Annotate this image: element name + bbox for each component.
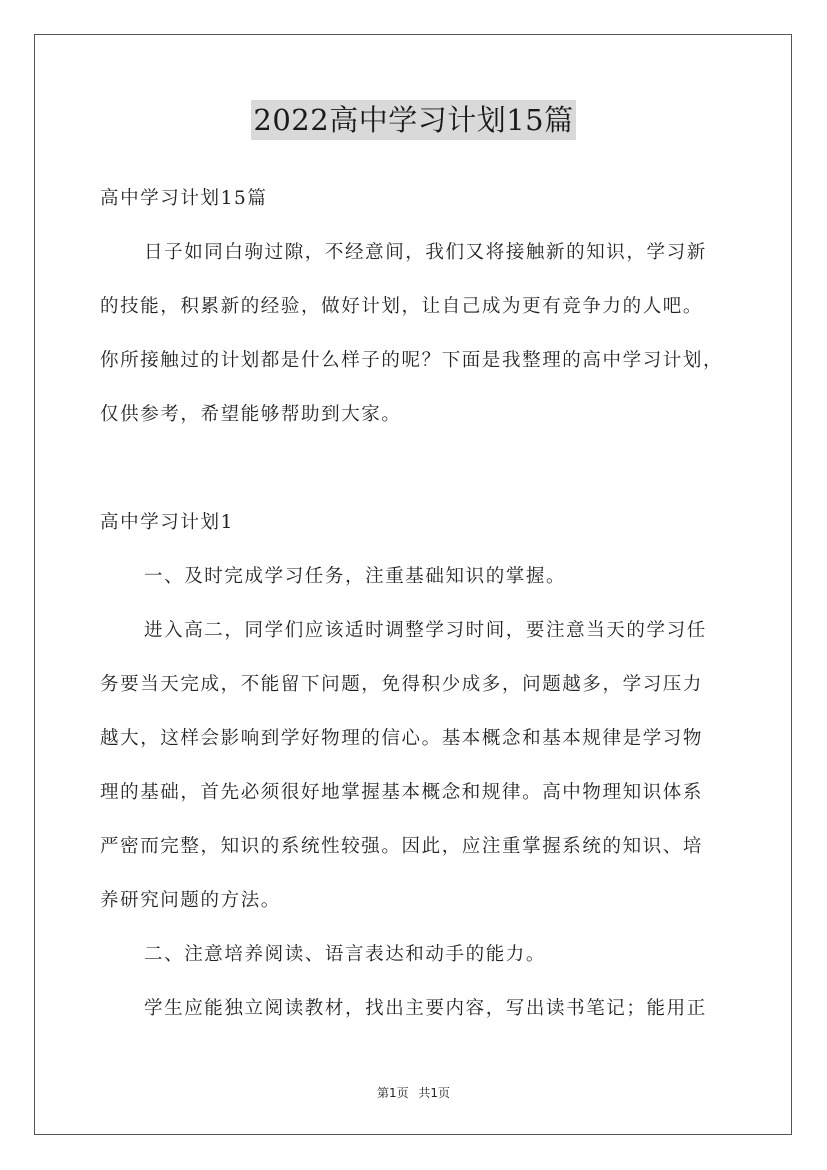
document-title: 2022高中学习计划15篇 — [251, 100, 575, 140]
page-footer — [0, 1084, 827, 1101]
blank-line — [100, 442, 728, 496]
document-body — [100, 172, 728, 1036]
text-line: 二、注意培养阅读、语言表达和动手的能力。 — [144, 944, 547, 965]
text-line: 严密而完整，知识的系统性较强。因此，应注重掌握系统的知识、培 — [100, 836, 704, 857]
text-line: 的技能，积累新的经验，做好计划，让自己成为更有竞争力的人吧。 — [100, 296, 704, 317]
text-line: 越大，这样会影响到学好物理的信心。基本概念和基本规律是学习物 — [100, 728, 704, 749]
page-total: 共1页 — [418, 1086, 451, 1100]
text-line: 一、及时完成学习任务，注重基础知识的掌握。 — [144, 566, 567, 587]
page-number: 第1页 — [376, 1086, 409, 1100]
text-line: 进入高二，同学们应该适时调整学习时间，要注意当天的学习任 — [144, 620, 707, 641]
text-line: 仅供参考，希望能够帮助到大家。 — [100, 404, 402, 425]
text-line: 你所接触过的计划都是什么样子的呢？下面是我整理的高中学习计划， — [100, 350, 724, 371]
text-line: 务要当天完成，不能留下问题，免得积少成多，问题越多，学习压力 — [100, 674, 704, 695]
text-line: 养研究问题的方法。 — [100, 890, 281, 911]
text-line: 理的基础，首先必须很好地掌握基本概念和规律。高中物理知识体系 — [100, 782, 704, 803]
text-line: 学生应能独立阅读教材，找出主要内容，写出读书笔记；能用正 — [144, 998, 707, 1019]
text-line: 高中学习计划1 — [100, 512, 234, 533]
text-line: 高中学习计划15篇 — [100, 188, 268, 209]
text-line: 日子如同白驹过隙，不经意间，我们又将接触新的知识，学习新 — [144, 242, 707, 263]
title-container — [0, 100, 827, 140]
